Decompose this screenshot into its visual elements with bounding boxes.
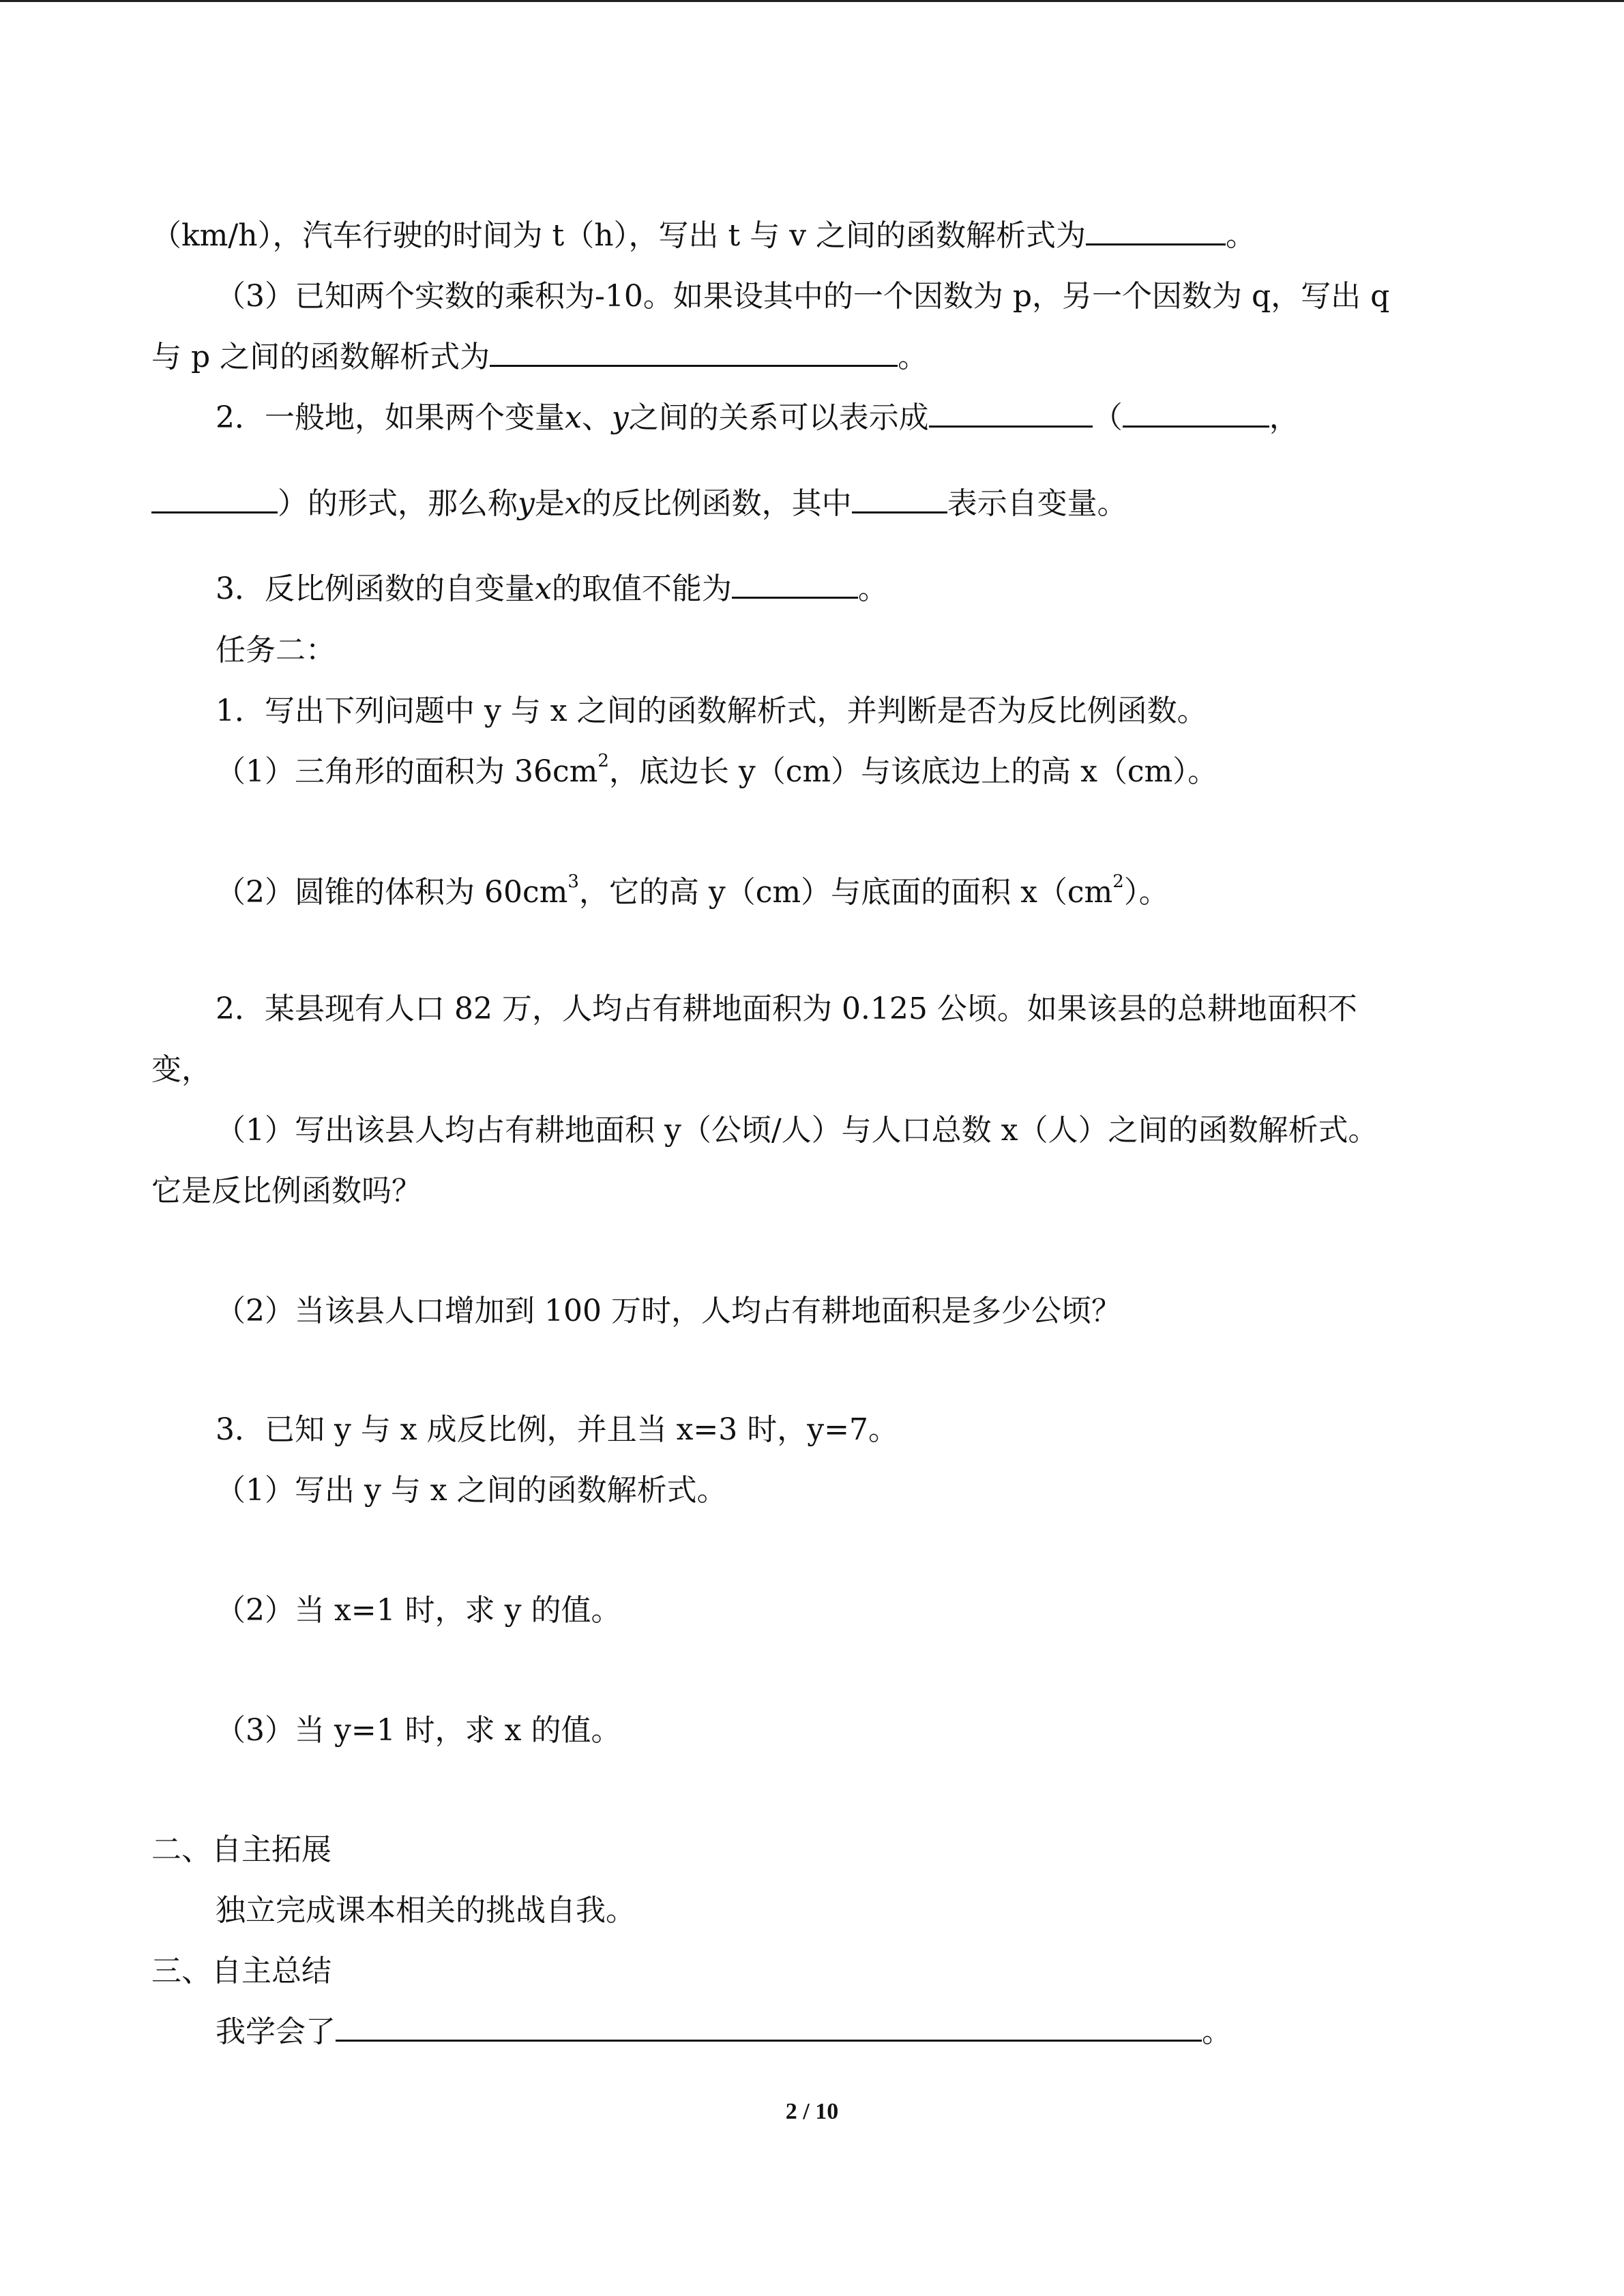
question-3: 3．已知 y 与 x 成反比例，并且当 x=3 时，y=7。: [216, 1412, 898, 1447]
question-2-part-1: （1）写出该县人均占有耕地面积 y（公顷/人）与人口总数 x（人）之间的函数解析式。: [216, 1113, 1378, 1148]
page-number: 2 / 10: [785, 2099, 839, 2124]
summary-line: 我学会了 。: [216, 2012, 1232, 2053]
answer-blank[interactable]: [852, 484, 947, 513]
section-heading-summary: 三、自主总结: [151, 1954, 331, 1988]
answer-blank[interactable]: [929, 398, 1093, 428]
answer-blank[interactable]: [490, 338, 898, 367]
question-1-part-1: （1）三角形的面积为 $36cm^2$，底边长 y（cm）与该底边上的高 x（cm）。: [216, 751, 1218, 789]
section-heading-task-two: 任务二：: [216, 633, 336, 668]
answer-blank[interactable]: [1123, 398, 1269, 428]
text-line-6: 3．反比例函数的自变量x的取值不能为 。: [216, 569, 888, 610]
page-top-border: [0, 0, 1624, 2]
text-line-5: ）的形式，那么称y是x的反比例函数，其中 表示自变量。: [151, 483, 1127, 524]
question-1-part-2: （2）圆锥的体积为 $60cm^3$，它的高 y（cm）与底面的面积 $x(cm^2)$。: [216, 871, 1169, 910]
question-2: 2．某县现有人口 82 万，人均占有耕地面积为 0.125 公顷。如果该县的总耕地面积不: [216, 992, 1357, 1026]
question-2-continued: 变，: [151, 1052, 211, 1087]
question-3-part-2: （2）当 x=1 时，求 y 的值。: [216, 1593, 621, 1628]
question-2-part-2: （2）当该县人口增加到 100 万时，人均占有耕地面积是多少公顷？: [216, 1294, 1121, 1328]
extension-text: 独立完成课本相关的挑战自我。: [216, 1893, 636, 1928]
answer-blank[interactable]: [336, 2012, 1202, 2042]
answer-blank[interactable]: [151, 484, 278, 513]
question-3-part-3: （3）当 y=1 时，求 x 的值。: [216, 1713, 621, 1748]
answer-blank[interactable]: [1086, 216, 1226, 245]
text-line-2: （3）已知两个实数的乘积为-10。如果设其中的一个因数为 p，另一个因数为 q，写出 q: [216, 279, 1390, 314]
text-line-1: （km/h），汽车行驶的时间为 t（h），写出 t 与 v 之间的函数解析式为 。: [151, 215, 1256, 256]
question-3-part-1: （1）写出 y 与 x 之间的函数解析式。: [216, 1473, 727, 1508]
text-line-4: 2．一般地，如果两个变量x、y之间的关系可以表示成 （ ，: [216, 398, 1299, 438]
text-line-3: 与 p 之间的函数解析式为 。: [151, 337, 928, 378]
answer-blank[interactable]: [732, 569, 858, 599]
question-1: 1．写出下列问题中 y 与 x 之间的函数解析式，并判断是否为反比例函数。: [216, 694, 1207, 728]
question-2-part-1-continued: 它是反比例函数吗？: [151, 1174, 422, 1208]
section-heading-extension: 二、自主拓展: [151, 1832, 331, 1867]
